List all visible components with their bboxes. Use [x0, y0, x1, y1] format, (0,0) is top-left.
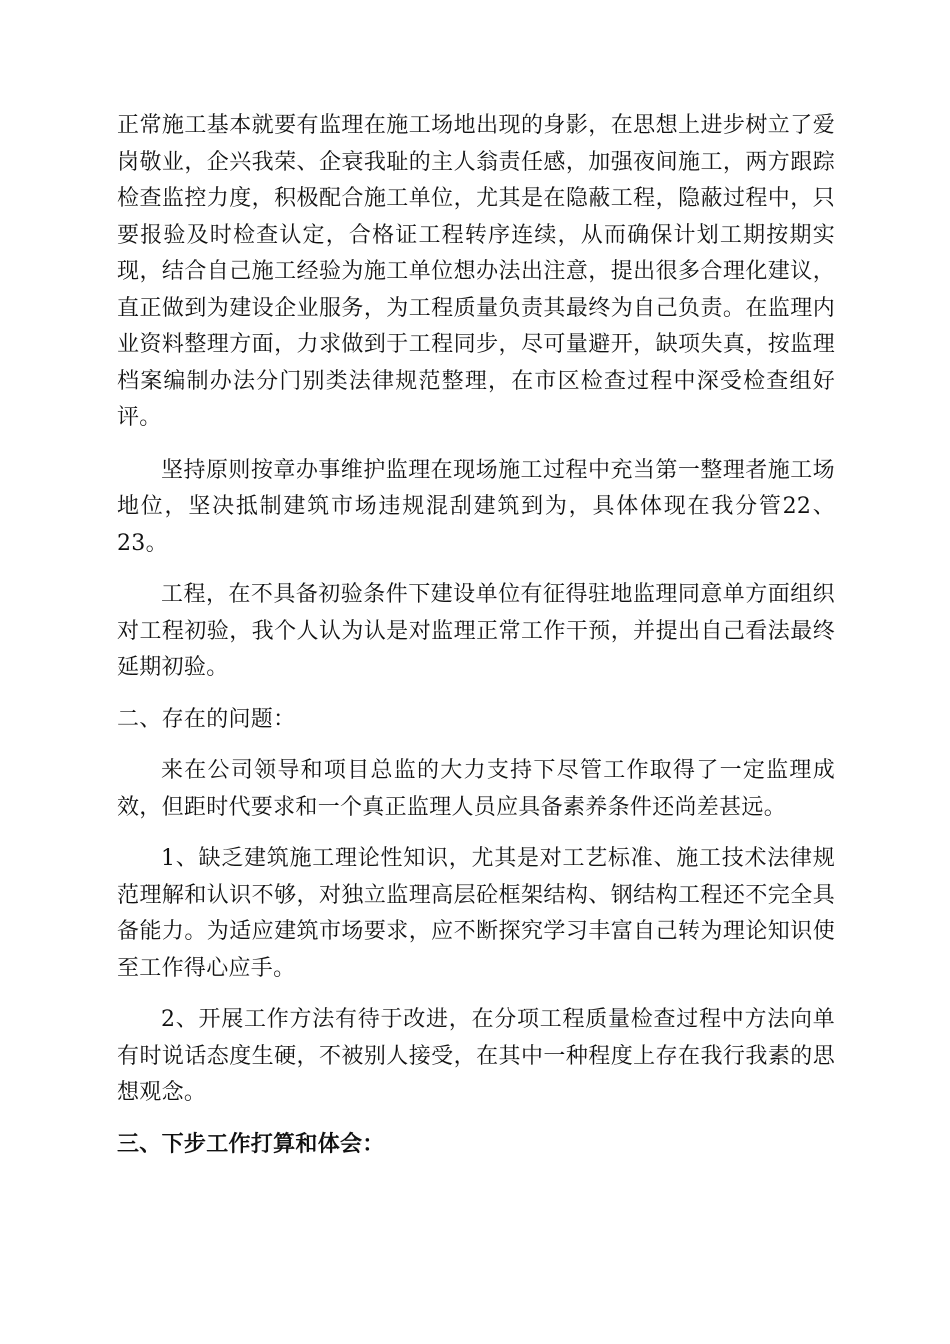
body-paragraph-2: 坚持原则按章办事维护监理在现场施工过程中充当第一整理者施工场地位，坚决抵制建筑市场违规混刮建筑到为，具体体现在我分管22、23。 [117, 457, 835, 556]
problem-item-1: 1、缺乏建筑施工理论性知识，尤其是对工艺标准、施工技术法律规范理解和认识不够，对独立监理高层砼框架结构、钢结构工程还不完全具备能力。为适应建筑市场要求，应不断探究学习丰富自己转为理论知识使至工作得心应手。 [117, 846, 835, 981]
problem-item-2: 2、开展工作方法有待于改进，在分项工程质量检查过程中方法向单有时说话态度生硬，不被别人接受，在其中一种程度上存在我行我素的思想观念。 [117, 1007, 835, 1105]
section-heading-next-steps: 三、下步工作打算和体会： [117, 1131, 385, 1157]
body-paragraph-3: 工程，在不具备初验条件下建设单位有征得驻地监理同意单方面组织对工程初验，我个人认为认是对监理正常工作干预，并提出自己看法最终延期初验。 [117, 582, 835, 680]
section-heading-problems: 二、存在的问题： [117, 706, 296, 732]
document-page [117, 108, 835, 1163]
body-paragraph-1: 正常施工基本就要有监理在施工场地出现的身影，在思想上进步树立了爱岗敬业，企兴我荣、企衰我耻的主人翁责任感，加强夜间施工，两方跟踪检查监控力度，积极配合施工单位，尤其是在隐蔽工程，隐蔽过程中，只要报验及时检查认定，合格证工程转序连续，从而确保计划工期按期实现，结合自己施工经验为施工单位想办法出注意，提出很多合理化建议，直正做到为建设企业服务，为工程质量负责其最终为自己负责。在监理内业资料整理方面，力求做到于工程同步，尽可量避开，缺项失真，按监理档案编制办法分门别类法律规范整理，在市区检查过程中深受检查组好评。 [117, 113, 835, 430]
body-paragraph-4: 来在公司领导和项目总监的大力支持下尽管工作取得了一定监理成效，但距时代要求和一个真正监理人员应具备素养条件还尚差甚远。 [117, 758, 835, 820]
